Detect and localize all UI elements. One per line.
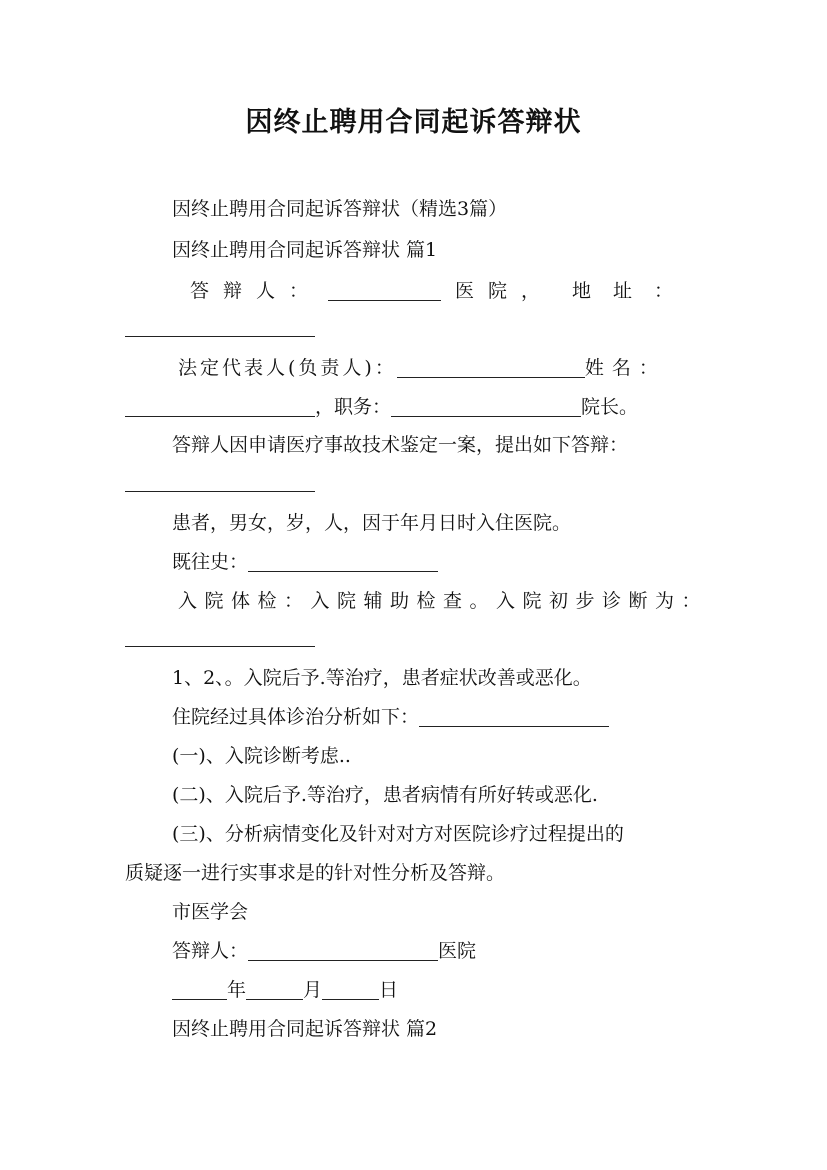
diagnosis-blank (125, 646, 315, 647)
signature-hospital: 医院 (438, 940, 477, 962)
month-blank (246, 981, 303, 1000)
position-line (125, 398, 638, 417)
legal-rep-blank (397, 359, 585, 378)
year-blank (172, 981, 227, 1000)
course-line (172, 708, 609, 727)
document-title: 因终止聘用合同起诉答辩状 (245, 107, 582, 138)
year-label: 年 (227, 979, 247, 1001)
paragraph-intro: 因终止聘用合同起诉答辩状（精选3篇） (172, 198, 508, 220)
day-label: 日 (379, 979, 399, 1001)
position-blank (391, 398, 581, 417)
defense-blank (125, 491, 315, 492)
legal-rep-label: 法定代表人(负责人)： (178, 357, 397, 379)
name-label: 姓名： (584, 357, 666, 379)
section-heading-1: 因终止聘用合同起诉答辩状 篇1 (172, 239, 438, 261)
respondent-blank (328, 282, 441, 301)
dean-label: 院长。 (581, 396, 639, 418)
item-3: (三)、分析病情变化及针对对方对医院诊疗过程提出的 (172, 823, 624, 845)
signature-line (172, 942, 476, 961)
position-label: ，职务： (315, 396, 392, 418)
signature-label: 答辩人： (172, 940, 249, 962)
respondent-line (190, 282, 695, 301)
section-heading-2: 因终止聘用合同起诉答辩状 篇2 (172, 1018, 438, 1040)
item-2: (二)、入院后予.等治疗，患者病情有所好转或恶化. (172, 784, 598, 806)
item-3-continued: 质疑逐一进行实事求是的针对性分析及答辩。 (125, 862, 506, 884)
month-label: 月 (303, 979, 323, 1001)
date-line (172, 981, 398, 1000)
paragraph-treatment: 1、2、。入院后予.等治疗，患者症状改善或恶化。 (172, 667, 592, 689)
day-blank (322, 981, 379, 1000)
medical-association: 市医学会 (172, 901, 249, 923)
legal-rep-line (178, 359, 666, 378)
course-label: 住院经过具体诊治分析如下： (172, 706, 420, 728)
item-1: (一)、入院诊断考虑.. (172, 745, 351, 767)
course-blank (419, 708, 609, 727)
history-blank (248, 553, 438, 572)
paragraph-defense-intro: 答辩人因申请医疗事故技术鉴定一案，提出如下答辩： (172, 434, 629, 456)
hospital-label: 医院， (454, 280, 554, 302)
respondent-label: 答辩人： (190, 280, 323, 302)
name-blank (125, 398, 315, 417)
history-label: 既往史： (172, 551, 249, 573)
signature-blank (248, 942, 438, 961)
address-label: 地址： (571, 280, 695, 302)
address-blank (125, 336, 315, 337)
paragraph-patient: 患者，男女，岁，人，因于年月日时入住医院。 (172, 512, 572, 534)
paragraph-admission-exam: 入院体检：入院辅助检查。入院初步诊断为： (178, 590, 709, 612)
history-line (172, 553, 438, 572)
